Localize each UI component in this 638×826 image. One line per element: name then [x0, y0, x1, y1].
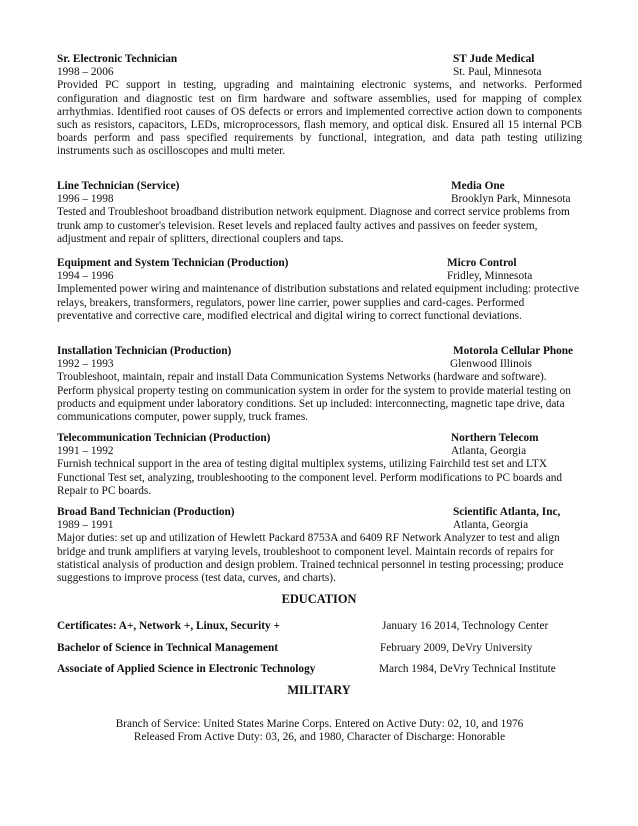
job-dates: 1994 – 1996 [57, 270, 114, 283]
job-entry [57, 180, 582, 246]
job-subheader [57, 270, 582, 283]
education-degree: Certificates: A+, Network +, Linux, Security + [57, 620, 280, 632]
job-dates: 1992 – 1993 [57, 358, 114, 371]
job-title: Telecommunication Technician (Production) [57, 432, 271, 444]
job-header [57, 506, 582, 519]
company-name: Motorola Cellular Phone [453, 345, 574, 357]
job-title: Sr. Electronic Technician [57, 53, 178, 65]
job-location: Brooklyn Park, Minnesota [451, 193, 571, 206]
job-entry [57, 432, 582, 498]
company-name: Northern Telecom [451, 432, 539, 444]
job-entry [57, 345, 582, 424]
job-title: Line Technician (Service) [57, 180, 180, 192]
job-description: Implemented power wiring and maintenance of distribution substations and related equipment including: protective relays, breakers, transformers, regulators, power line carrier, power supplies and card-cages. Performed preventative and corrective care, modified electrical and digital wiring to correct functional deviations. [57, 283, 580, 322]
job-dates: 1998 – 2006 [57, 66, 114, 79]
education-item [57, 663, 597, 677]
job-entry [57, 53, 582, 159]
job-subheader [57, 66, 582, 79]
job-header [57, 53, 582, 66]
education-detail: January 16 2014, Technology Center [382, 620, 549, 632]
job-title: Installation Technician (Production) [57, 345, 232, 357]
job-title: Broad Band Technician (Production) [57, 506, 235, 518]
education-detail: February 2009, DeVry University [380, 642, 533, 654]
job-description: Furnish technical support in the area of testing digital multiplex systems, utilizing Fairchild test set and LTX Functional Test set, analyzing, troubleshooting to the component level. Perform modifications to PC boards and Repair to PC boards. [57, 458, 563, 497]
job-location: Atlanta, Georgia [451, 445, 527, 458]
job-location: Fridley, Minnesota [447, 270, 533, 283]
job-header [57, 432, 582, 445]
job-dates: 1989 – 1991 [57, 519, 114, 532]
job-location: Glenwood Illinois [450, 358, 532, 371]
education-detail: March 1984, DeVry Technical Institute [379, 663, 556, 675]
military-details [57, 718, 582, 744]
job-dates: 1991 – 1992 [57, 445, 114, 458]
company-name: ST Jude Medical [453, 53, 535, 65]
job-description: Provided PC support in testing, upgrading and maintaining electronic systems, and networks. Performed configuration and diagnostic test on firm hardware and software assemblies, used for mapping of complex arrhythmias. Identified root causes of OS defects or errors and implemented corrective action down to components such as resistors, capacitors, LEDs, microprocessors, flash memory, and optical disk. Ensured all 15 internal PCB boards perform and pass specified requirements by functional, integration, and data path testing utilizing instruments such as oscilloscopes and multi meter. [57, 79, 582, 158]
job-subheader [57, 519, 582, 532]
company-name: Media One [451, 180, 505, 192]
company-name: Micro Control [447, 257, 517, 269]
education-degree: Bachelor of Science in Technical Management [57, 642, 279, 654]
education-heading: EDUCATION [281, 592, 357, 606]
job-header [57, 180, 582, 193]
job-dates: 1996 – 1998 [57, 193, 114, 206]
military-release-line: Released From Active Duty: 03, 26, and 1980, Character of Discharge: Honorable [133, 731, 506, 744]
job-description: Tested and Troubleshoot broadband distribution network equipment. Diagnose and correct service problems from trunk amp to customer's television. Reset levels and replaced faulty actives and passives on feeder system, adjustment and repair of splitters, directional couplers and taps. [57, 206, 570, 245]
job-subheader [57, 193, 582, 206]
education-item [57, 642, 597, 656]
military-service-line: Branch of Service: United States Marine Corps. Entered on Active Duty: 02, 10, and 1976 [115, 718, 524, 730]
job-entry [57, 257, 582, 323]
job-location: Atlanta, Georgia [453, 519, 529, 532]
education-item [57, 620, 597, 634]
job-subheader [57, 445, 582, 458]
job-entry [57, 506, 582, 585]
job-description: Troubleshoot, maintain, repair and install Data Communication Systems Networks (hardware and software). Perform physical property testing on communication system in order for the system to provide material testing on products and equipment under laboratory conditions. Set up included: interconnecting, magnetic tape drive, data communications computer, power supply, truck frames. [57, 371, 571, 423]
job-title: Equipment and System Technician (Production) [57, 257, 289, 269]
education-degree: Associate of Applied Science in Electronic Technology [57, 663, 316, 675]
company-name: Scientific Atlanta, Inc, [453, 506, 561, 518]
job-header [57, 257, 582, 270]
job-subheader [57, 358, 582, 371]
job-description: Major duties: set up and utilization of Hewlett Packard 8753A and 6409 RF Network Analyzer to test and align bridge and trunk amplifiers at varying levels, troubleshoot to component level. Maintain records of repairs for statistical analysis of production and design problem. Trained technical personnel in testing processing; produce suggestions to improve process (test data, curves, and charts). [57, 532, 564, 584]
job-header [57, 345, 582, 358]
job-location: St. Paul, Minnesota [453, 66, 542, 79]
military-heading: MILITARY [287, 683, 351, 697]
